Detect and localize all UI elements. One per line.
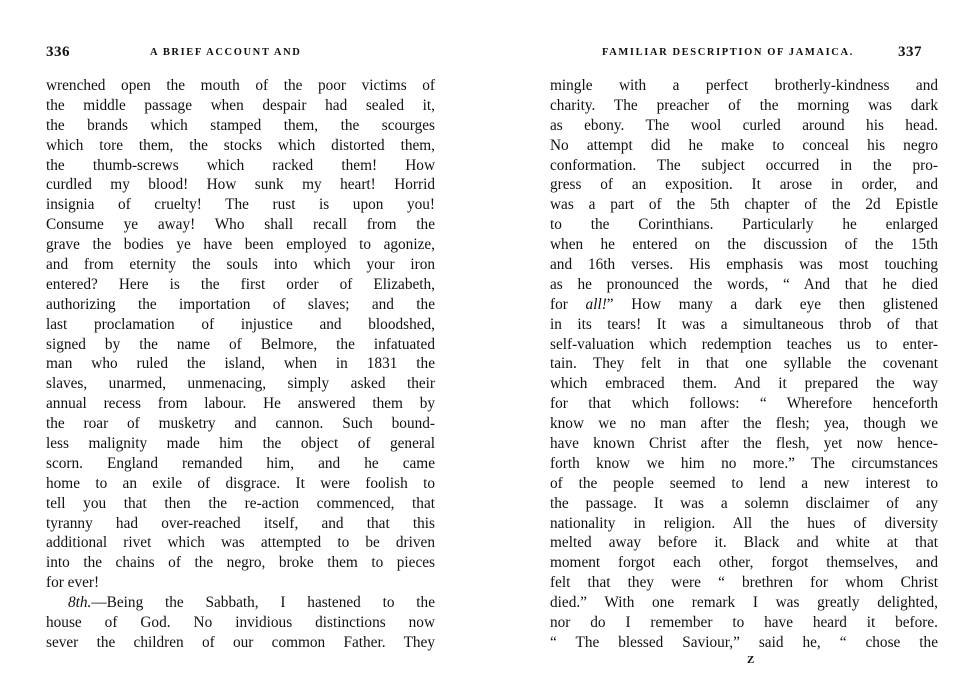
text-line: moment forgot each other, forgot themselves, and: [550, 554, 938, 572]
text-line: last proclamation of injustice and bloodshed,: [46, 315, 435, 333]
text-line: authorizing the importation of slaves; and the: [46, 295, 435, 313]
text-line: tell you that then the re-action commenced, that: [46, 494, 435, 512]
left-page-header: [0, 44, 490, 66]
text-line: the brands which stamped them, the scourges: [46, 116, 435, 134]
text-line: signed by the name of Belmore, the infatuated: [46, 335, 435, 353]
text-line: tain. They felt in that one syllable the covenant: [550, 355, 938, 373]
text-fragment: for: [550, 295, 586, 313]
paragraph-label: 8th.: [68, 594, 92, 612]
text-line: the passage. It was a solemn disclaimer of any: [550, 494, 938, 512]
text-line: wrenched open the mouth of the poor victims of: [46, 77, 435, 94]
text-line: to the Corinthians. Particularly he enlarged: [550, 216, 938, 234]
text-line: know we no man after the flesh; yea, though we: [550, 415, 938, 433]
text-line: nor do I remember to have heard it before.: [550, 614, 938, 632]
text-line: grave the bodies ye have been employed to agonize,: [46, 236, 435, 254]
left-page-number: 336: [46, 44, 70, 60]
text-line: in its tears! It was a simultaneous throb of that: [550, 315, 938, 333]
text-line: was a part of the 5th chapter of the 2d Epistle: [550, 196, 938, 214]
paragraph-8th-first-line: [46, 593, 435, 613]
italic-text-line: [550, 295, 938, 315]
text-line: as he pronounced the words, “ And that he died: [550, 275, 938, 293]
right-page-number: 337: [898, 44, 922, 60]
text-line: sever the children of our common Father. They: [46, 633, 435, 651]
right-page: [490, 0, 980, 684]
text-line: “ The blessed Saviour,” said he, “ chose the: [550, 633, 938, 651]
text-line: forth know we him no more.” The circumstances: [550, 454, 938, 472]
text-line: annual recess from labour. He answered them by: [46, 395, 435, 413]
text-line: and from eternity the souls into which your iron: [46, 256, 435, 274]
text-line: the middle passage when despair had sealed it,: [46, 96, 435, 114]
right-running-head: FAMILIAR DESCRIPTION OF JAMAICA.: [602, 47, 854, 58]
text-line: mingle with a perfect brotherly-kindness and: [550, 77, 938, 94]
text-line: as ebony. The wool curled around his head.: [550, 116, 938, 134]
left-running-head: A BRIEF ACCOUNT AND: [150, 47, 302, 58]
text-line: melted away before it. Black and white at that: [550, 534, 938, 552]
text-line: home to an exile of disgrace. It were foolish to: [46, 474, 435, 492]
text-line: for ever!: [46, 574, 100, 592]
text-line: house of God. No invidious distinctions now: [46, 614, 435, 632]
text-line: entered? Here is the first order of Elizabeth,: [46, 275, 435, 293]
text-line: when he entered on the discussion of the 15th: [550, 236, 938, 254]
right-page-header: [490, 44, 980, 66]
text-line: have known Christ after the flesh, yet now hence-: [550, 435, 938, 453]
left-page-body: [46, 76, 435, 653]
text-line: curdled my blood! How sunk my heart! Horrid: [46, 176, 435, 194]
text-line: No attempt did he make to conceal his negro: [550, 136, 938, 154]
paragraph-8th-text: —Being the Sabbath, I hastened to the: [91, 594, 435, 612]
text-line: slaves, unarmed, unmenacing, simply asked their: [46, 375, 435, 393]
text-line: charity. The preacher of the morning was dark: [550, 96, 938, 114]
text-line: which embraced them. And it prepared the way: [550, 375, 938, 393]
text-line: insignia of cruelty! The rust is upon you!: [46, 196, 435, 214]
text-line: scorn. England remanded him, and he came: [46, 454, 435, 472]
text-line: the roar of musketry and cannon. Such bound-: [46, 415, 435, 433]
text-line: the thumb-screws which racked them! How: [46, 156, 435, 174]
right-page-body: [550, 76, 938, 653]
italic-emphasis: all!: [585, 295, 607, 313]
text-line: man who ruled the island, when in 1831 the: [46, 355, 435, 373]
signature-mark: Z: [747, 654, 755, 666]
text-fragment: ” How many a dark eye then glistened: [606, 295, 938, 313]
text-line: Consume ye away! Who shall recall from the: [46, 216, 435, 234]
text-line: nationality in religion. All the hues of diversity: [550, 514, 938, 532]
text-line: and 16th verses. His emphasis was most touching: [550, 256, 938, 274]
text-line: less malignity made him the object of general: [46, 435, 435, 453]
text-line: died.” With one remark I was greatly delighted,: [550, 594, 938, 612]
text-line: tyranny had over-reached itself, and that this: [46, 514, 435, 532]
text-line: which tore them, the stocks which distorted them,: [46, 136, 435, 154]
text-line: of the people seemed to lend a new interest to: [550, 474, 938, 492]
text-line: self-valuation which redemption teaches us to enter-: [550, 335, 938, 353]
text-line: conformation. The subject occurred in the pro-: [550, 156, 938, 174]
text-line: into the chains of the negro, broke them to pieces: [46, 554, 435, 572]
text-line: felt that they were “ brethren for whom Christ: [550, 574, 938, 592]
text-line: additional rivet which was attempted to be driven: [46, 534, 435, 552]
text-line: for that which follows: “ Wherefore henceforth: [550, 395, 938, 413]
text-line: gress of an exposition. It arose in order, and: [550, 176, 938, 194]
